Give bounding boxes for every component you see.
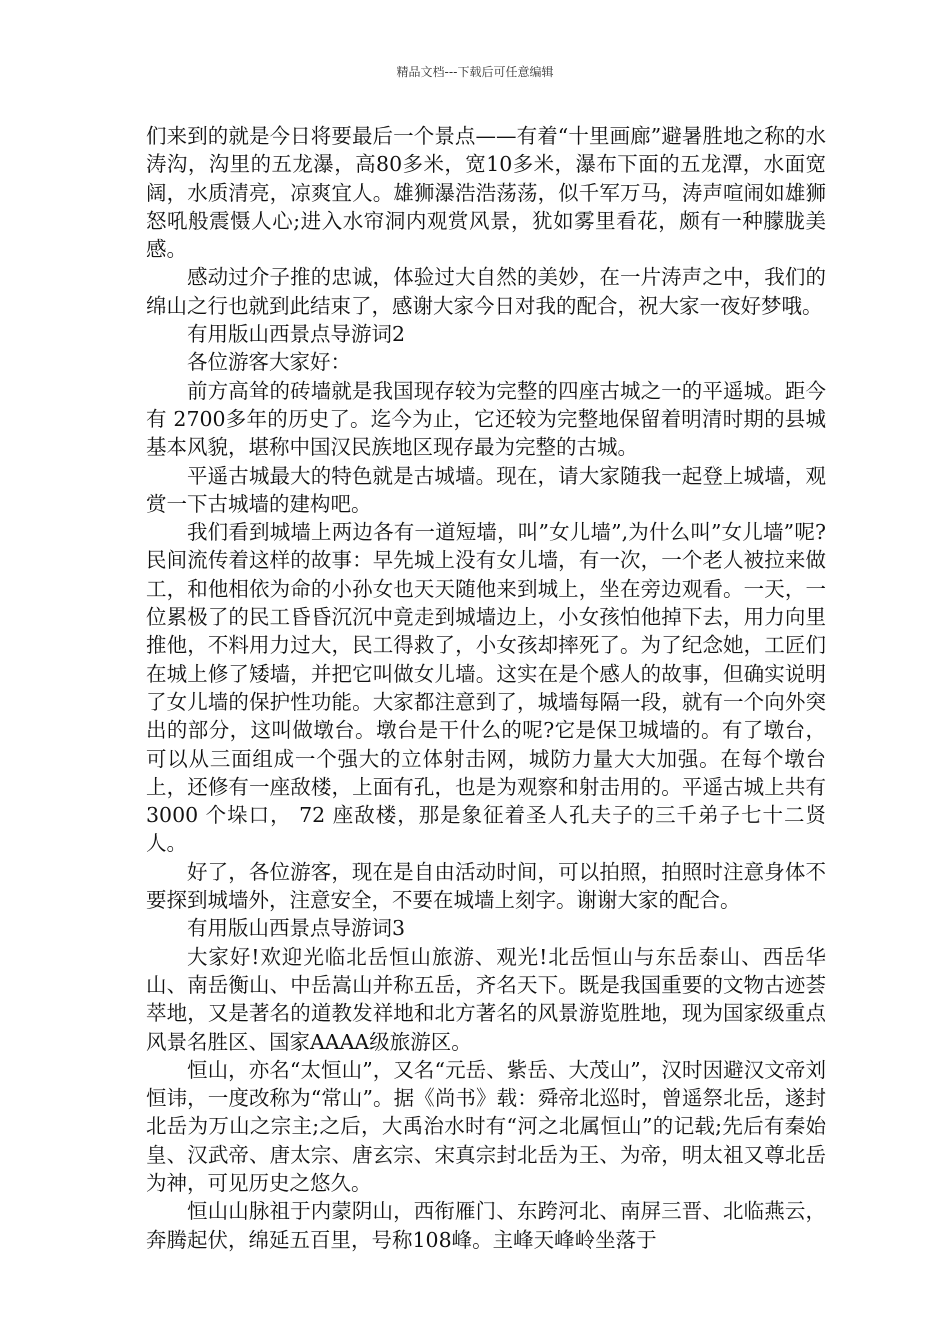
paragraph: 感动过介子推的忠诚，体验过大自然的美妙，在一片涛声之中，我们的绵山之行也就到此结束了，感谢大家今日对我的配合，祝大家一夜好梦哦。 xyxy=(146,265,826,318)
paragraph: 恒山，亦名“太恒山”，又名“元岳、紫岳、大茂山”，汉时因避汉文帝刘恒讳，一度改称为“常山”。据《尚书》载：舜帝北巡时，曾遥祭北岳，遂封北岳为万山之宗主;之后，大禹治水时有“河之北属恒山”的记载;先后有秦始皇、汉武帝、唐太宗、唐玄宗、宋真宗封北岳为王、为帝，明太祖又尊北岳为神，可见历史之悠久。 xyxy=(146,1057,826,1195)
paragraph: 各位游客大家好： xyxy=(187,350,351,375)
paragraph: 平遥古城最大的特色就是古城墙。现在，请大家随我一起登上城墙，观赏一下古城墙的建构吧。 xyxy=(146,463,826,516)
paragraph: 们来到的就是今日将要最后一个景点——有着“十里画廊”避暑胜地之称的水涛沟，沟里的五龙瀑，高80多米，宽10多米，瀑布下面的五龙潭，水面宽阔，水质清亮，凉爽宜人。雄狮瀑浩浩荡荡，似千军万马，涛声喧闹如雄狮怒吼般震慑人心;进入水帘洞内观赏风景，犹如雾里看花，颇有一种朦胧美感。 xyxy=(146,124,826,262)
paragraph: 好了，各位游客，现在是自由活动时间，可以拍照，拍照时注意身体不要探到城墙外，注意安全，不要在城墙上刻字。谢谢大家的配合。 xyxy=(146,859,826,913)
paragraph: 恒山山脉祖于内蒙阴山，西衔雁门、东跨河北、南屏三晋、北临燕云，奔腾起伏，绵延五百里，号称108峰。主峰天峰岭坐落于 xyxy=(146,1199,826,1252)
section-heading: 有用版山西景点导游词3 xyxy=(187,916,406,941)
document-body xyxy=(146,122,826,1254)
paragraph: 大家好!欢迎光临北岳恒山旅游、观光!北岳恒山与东岳泰山、西岳华山、南岳衡山、中岳嵩山并称五岳，齐名天下。既是我国重要的文物古迹荟萃地，又是著名的道教发祥地和北方著名的风景游览胜地，现为国家级重点风景名胜区、国家AAAA级旅游区。 xyxy=(146,944,826,1054)
paragraph: 前方高耸的砖墙就是我国现存较为完整的四座古城之一的平遥城。距今有 2700多年的历史了。迄今为止，它还较为完整地保留着明清时期的县城基本风貌，堪称中国汉民族地区现存最为完整的古城。 xyxy=(146,378,826,460)
section-heading: 有用版山西景点导游词2 xyxy=(187,322,406,347)
paragraph: 我们看到城墙上两边各有一道短墙，叫”女儿墙”,为什么叫”女儿墙”呢?民间流传着这样的故事：早先城上没有女儿墙，有一次，一个老人被拉来做工，和他相依为命的小孙女也天天随他来到城上，坐在旁边观看。一天，一位累极了的民工昏昏沉沉中竟走到城墙边上，小女孩怕他掉下去，用力向里推他，不料用力过大，民工得救了，小女孩却摔死了。为了纪念她，工匠们在城上修了矮墙，并把它叫做女儿墙。这实在是个感人的故事，但确实说明了女儿墙的保护性功能。大家都注意到了，城墙每隔一段，就有一个向外突出的部分，这叫做墩台。墩台是干什么的呢?它是保卫城墙的。有了墩台，可以从三面组成一个强大的立体射击网，城防力量大大加强。在每个墩台上，还修有一座敌楼，上面有孔，也是为观察和射击用的。平遥古城上共有 3000 个垛口， 72 座敌楼，那是象征着圣人孔夫子的三千弟子七十二贤人。 xyxy=(146,520,826,856)
page-header: 精品文档---下载后可任意编辑 xyxy=(396,65,554,79)
